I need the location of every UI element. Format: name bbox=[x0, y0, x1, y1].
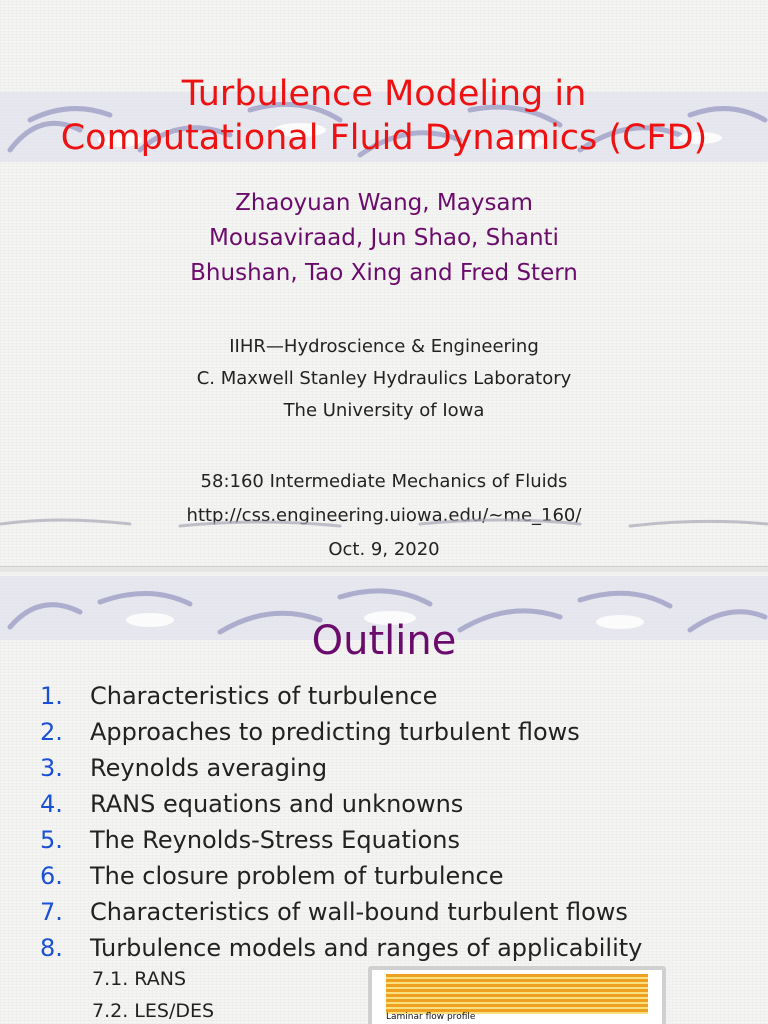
figure-caption: Laminar flow profile bbox=[386, 1012, 476, 1022]
item-text: The Reynolds-Stress Equations bbox=[90, 826, 460, 854]
item-text: The closure problem of turbulence bbox=[90, 862, 504, 890]
item-text: Characteristics of wall-bound turbulent flows bbox=[90, 898, 628, 926]
list-item bbox=[40, 894, 642, 930]
item-text: Approaches to predicting turbulent flows bbox=[90, 718, 580, 746]
course-url[interactable]: http://css.engineering.uiowa.edu/~me_160/ bbox=[186, 505, 582, 526]
item-number: 2. bbox=[40, 718, 63, 746]
item-number: 1. bbox=[40, 682, 63, 710]
author-line-2: Mousaviraad, Jun Shao, Shanti bbox=[209, 225, 559, 251]
author-line-1: Zhaoyuan Wang, Maysam bbox=[235, 190, 533, 216]
sub-item-rans: 7.1. RANS bbox=[92, 968, 186, 990]
list-item bbox=[40, 822, 642, 858]
list-item bbox=[40, 786, 642, 822]
item-number: 8. bbox=[40, 934, 63, 962]
author-list bbox=[0, 186, 768, 291]
list-item bbox=[40, 930, 642, 966]
presentation-date: Oct. 9, 2020 bbox=[328, 539, 440, 560]
outline-slide bbox=[0, 572, 768, 1024]
slide-title bbox=[0, 72, 768, 160]
title-line-1: Turbulence Modeling in bbox=[181, 74, 587, 114]
item-text: Characteristics of turbulence bbox=[90, 682, 438, 710]
title-line-2: Computational Fluid Dynamics (CFD) bbox=[60, 118, 708, 158]
institution-block bbox=[0, 331, 768, 427]
item-number: 6. bbox=[40, 862, 63, 890]
outline-heading: Outline bbox=[311, 618, 457, 664]
swirl-decoration-bottom bbox=[0, 512, 768, 536]
course-name: 58:160 Intermediate Mechanics of Fluids bbox=[200, 471, 568, 492]
list-item bbox=[40, 858, 642, 894]
item-number: 7. bbox=[40, 898, 63, 926]
list-item bbox=[40, 714, 642, 750]
institution-line-3: The University of Iowa bbox=[283, 400, 485, 421]
outline-list bbox=[40, 678, 642, 966]
item-number: 3. bbox=[40, 754, 63, 782]
item-text: Turbulence models and ranges of applicability bbox=[90, 934, 643, 962]
institution-line-2: C. Maxwell Stanley Hydraulics Laboratory bbox=[196, 368, 572, 389]
institution-line-1: IIHR—Hydroscience & Engineering bbox=[229, 336, 539, 357]
laminar-flow-figure bbox=[368, 966, 666, 1024]
flow-profile-image bbox=[386, 974, 648, 1014]
list-item bbox=[40, 678, 642, 714]
author-line-3: Bhushan, Tao Xing and Fred Stern bbox=[190, 260, 578, 286]
sub-item-les-des: 7.2. LES/DES bbox=[92, 1000, 215, 1022]
item-text: RANS equations and unknowns bbox=[90, 790, 464, 818]
item-number: 5. bbox=[40, 826, 63, 854]
item-number: 4. bbox=[40, 790, 63, 818]
list-item bbox=[40, 750, 642, 786]
item-text: Reynolds averaging bbox=[90, 754, 328, 782]
